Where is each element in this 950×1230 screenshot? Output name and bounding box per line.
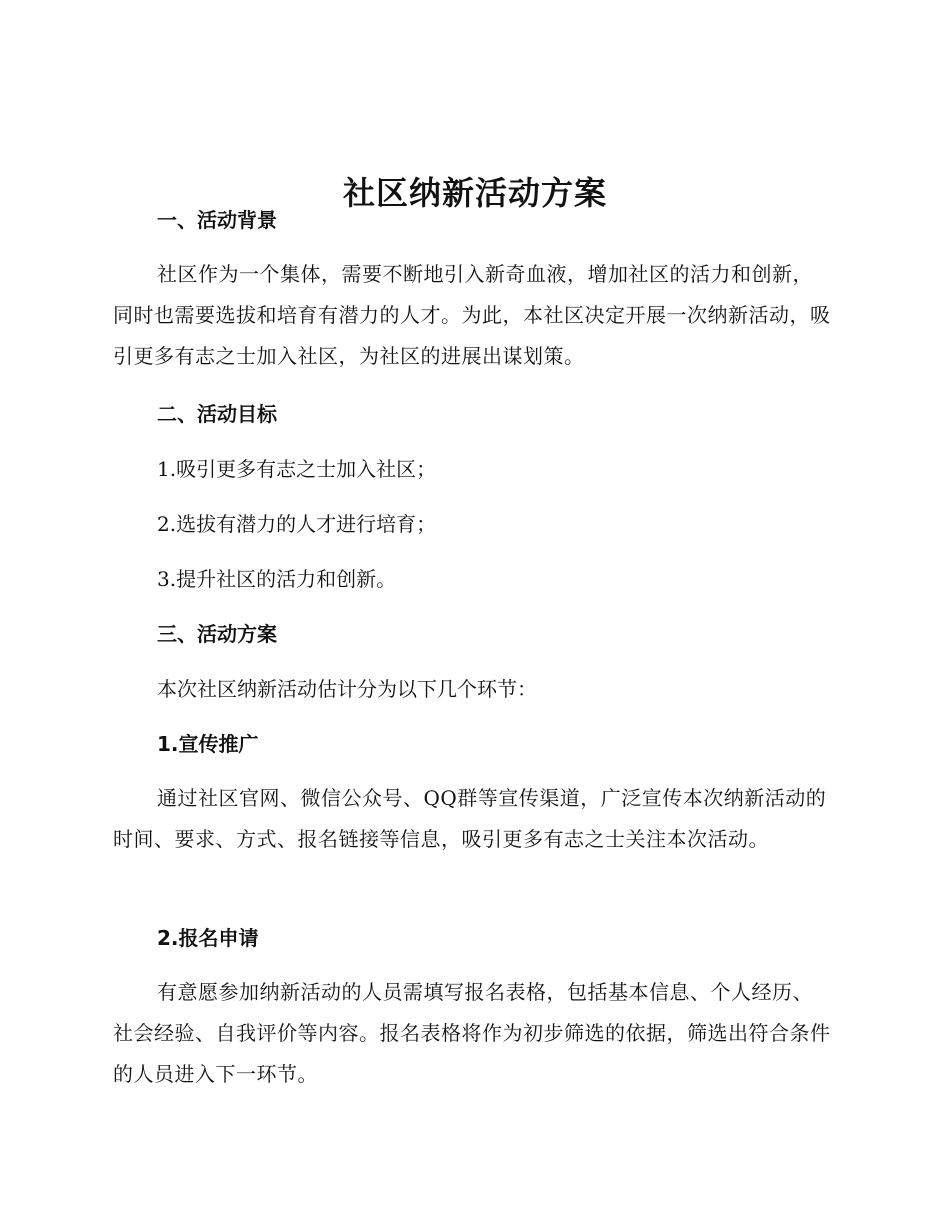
page-title: 社区纳新活动方案: [342, 174, 607, 213]
subsection-heading-promotion: 1.宣传推广: [157, 732, 259, 756]
plan-intro: 本次社区纳新活动估计分为以下几个环节：: [157, 677, 537, 701]
goal-item-3: 3.提升社区的活力和创新。: [157, 567, 397, 591]
goal-item-2: 2.选拔有潜力的人才进行培育；: [157, 512, 437, 536]
registration-paragraph: 有意愿参加纳新活动的人员需填写报名表格，包括基本信息、个人经历、社会经验、自我评价等内容。报名表格将作为初步筛选的依据，筛选出符合条件的人员进入下一环节。: [113, 980, 831, 1086]
section-heading-background: 一、活动背景: [157, 208, 277, 232]
subsection-heading-registration: 2.报名申请: [157, 926, 259, 950]
goal-item-1: 1.吸引更多有志之士加入社区；: [157, 457, 437, 481]
section-heading-plan: 三、活动方案: [157, 622, 277, 646]
promotion-paragraph: 通过社区官网、微信公众号、QQ群等宣传渠道，广泛宣传本次纳新活动的时间、要求、方式、报名链接等信息，吸引更多有志之士关注本次活动。: [113, 786, 827, 851]
section-heading-goals: 二、活动目标: [157, 402, 277, 426]
background-paragraph: 社区作为一个集体，需要不断地引入新奇血液，增加社区的活力和创新，同时也需要选拔和培育有潜力的人才。为此，本社区决定开展一次纳新活动，吸引更多有志之士加入社区，为社区的进展出谋划策。: [113, 262, 831, 368]
